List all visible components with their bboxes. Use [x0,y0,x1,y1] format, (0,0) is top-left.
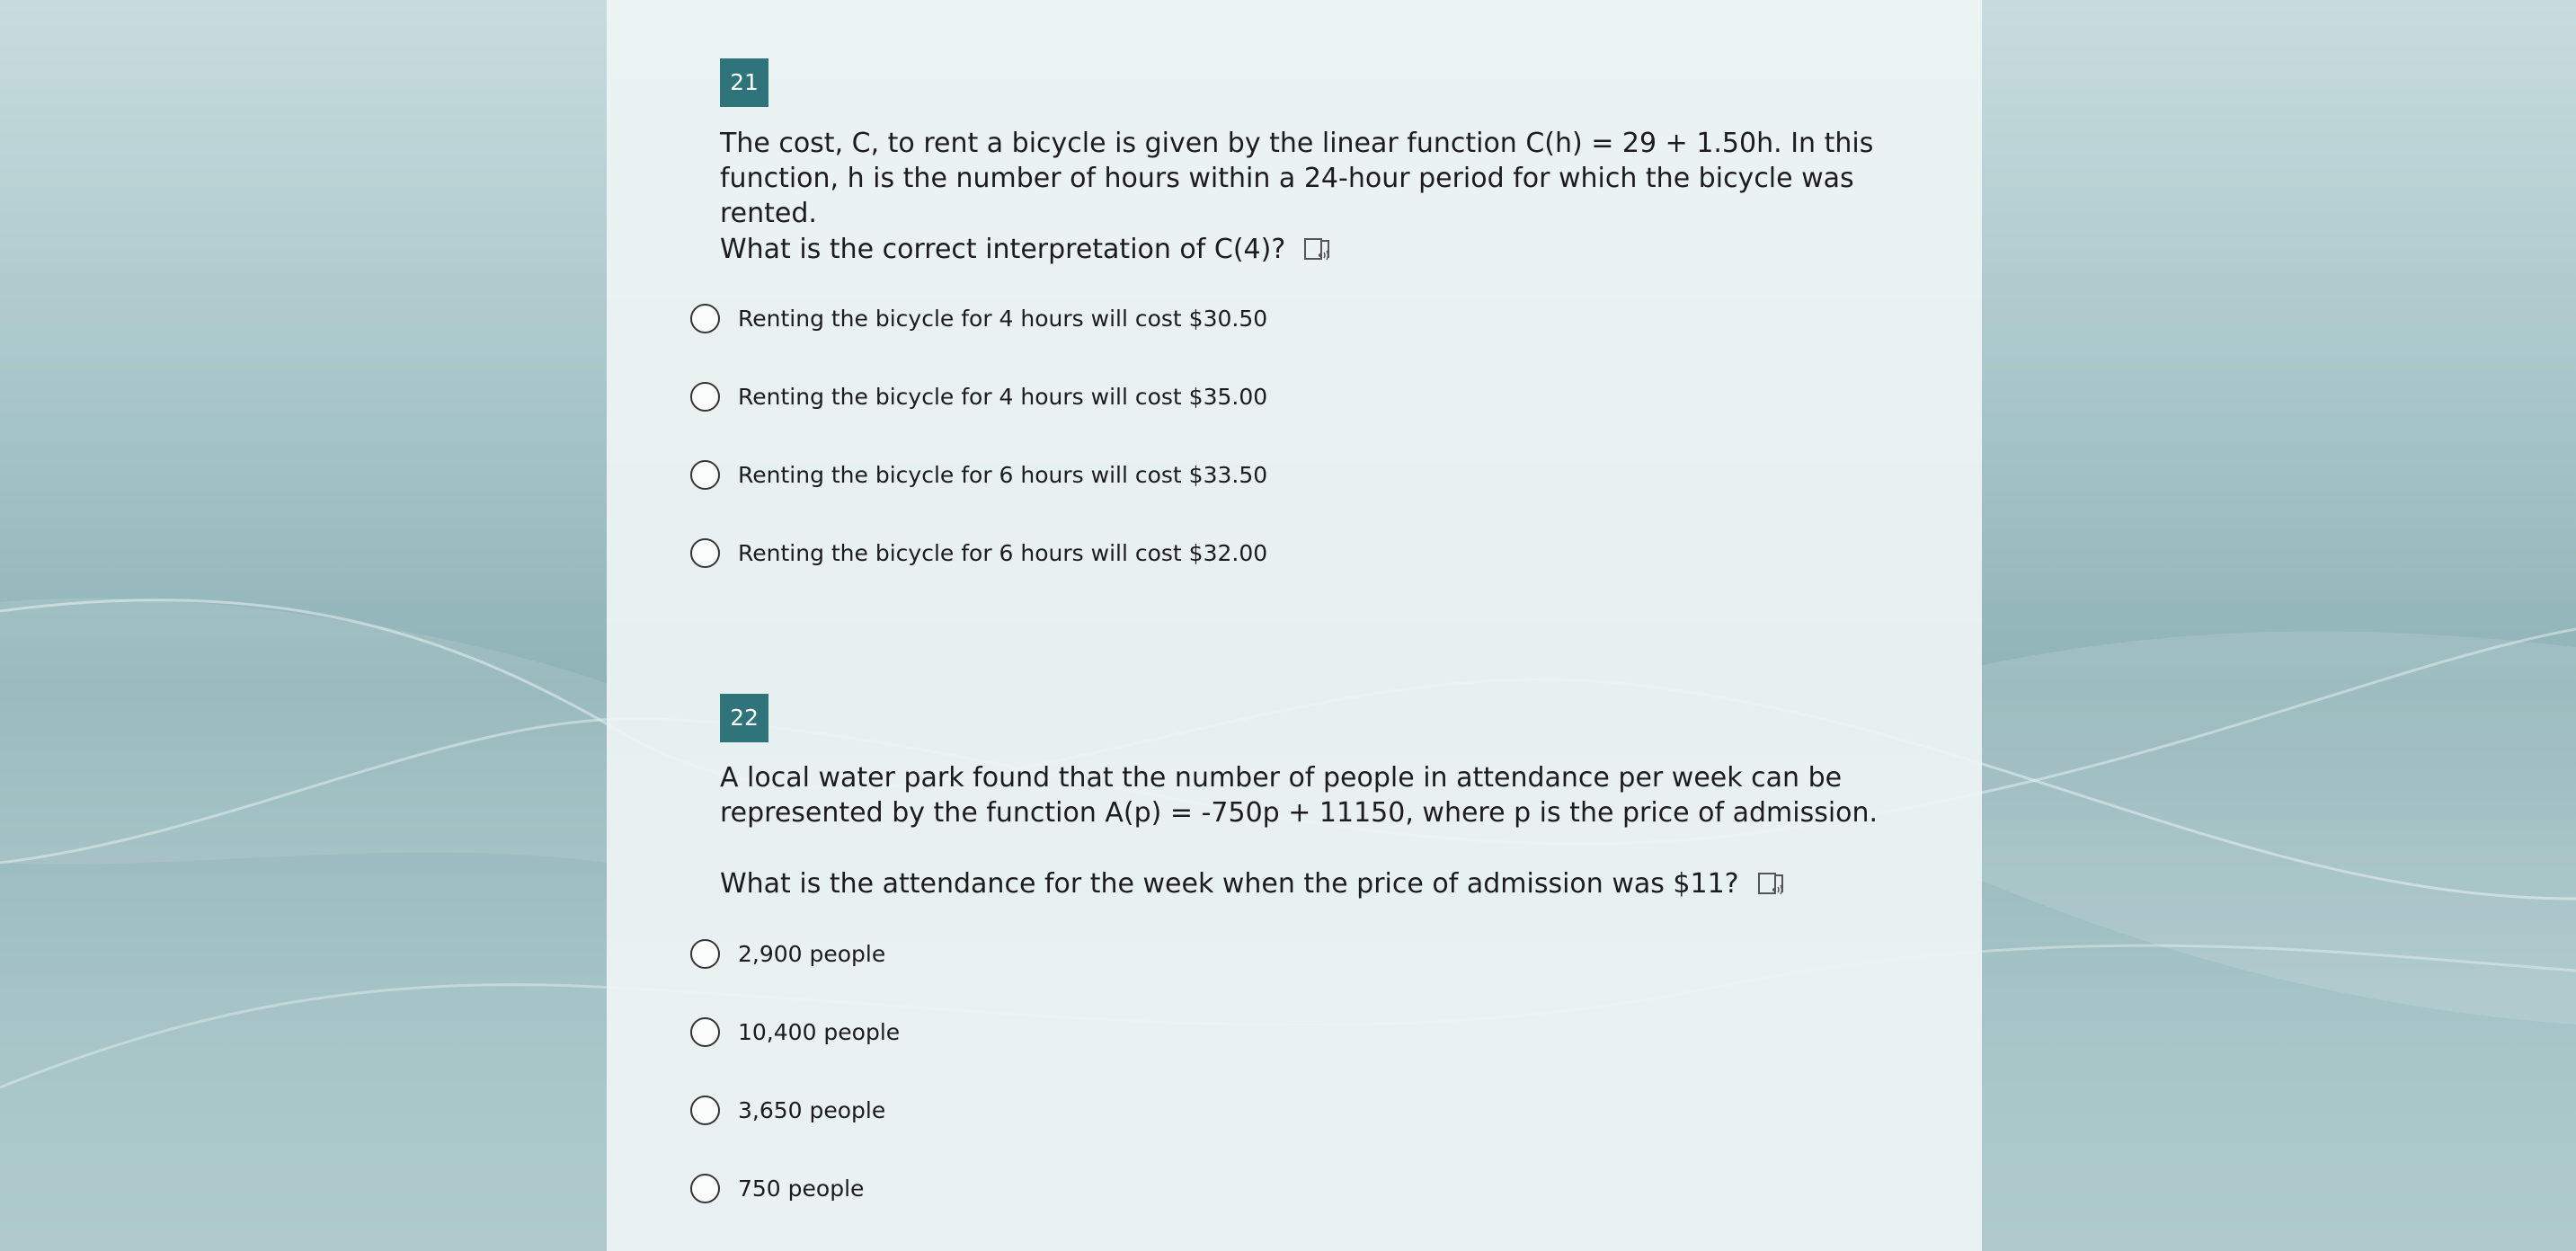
radio-button[interactable] [690,460,720,490]
radio-button[interactable] [690,382,720,412]
prompt-text: What is the attendance for the week when the price of admission was $11? [720,868,1739,900]
radio-button[interactable] [690,1096,720,1125]
answer-option[interactable] [690,1092,885,1128]
option-label: Renting the bicycle for 4 hours will cost $35.00 [738,383,1268,410]
radio-button[interactable] [690,1017,720,1047]
prompt-text: What is the correct interpretation of C(4)? [720,234,1286,265]
radio-button[interactable] [690,939,720,969]
answer-option[interactable] [690,1014,900,1050]
option-label: Renting the bicycle for 6 hours will cost $32.00 [738,539,1268,566]
stem-line: A local water park found that the number of people in attendance per week can be [720,762,1843,794]
read-aloud-icon[interactable] [1303,236,1332,263]
read-aloud-icon[interactable] [1757,871,1786,898]
stem-line: represented by the function A(p) = -750p + 11150, where p is the price of admission. [720,797,1879,829]
assessment-panel [607,0,1982,1251]
option-label: 10,400 people [738,1018,901,1045]
question-number-badge: 21 [720,58,768,107]
question-prompt [720,866,1786,901]
option-label: 750 people [738,1175,865,1202]
option-label: 2,900 people [738,940,886,967]
radio-button[interactable] [690,538,720,568]
question-number-badge: 22 [720,694,768,742]
radio-button[interactable] [690,304,720,333]
stem-line: The cost, C, to rent a bicycle is given by the linear function C(h) = 29 + 1.50h. In this [720,128,1874,159]
question-prompt [720,232,1332,267]
question-stem [720,760,1888,830]
stem-line: function, h is the number of hours within a 24-hour period for which the bicycle was rented. [720,163,1854,229]
answer-option[interactable] [690,378,1267,414]
radio-button[interactable] [690,1174,720,1203]
answer-option[interactable] [690,457,1267,492]
option-label: 3,650 people [738,1096,886,1123]
option-label: Renting the bicycle for 4 hours will cost $30.50 [738,305,1268,332]
question-stem [720,126,1888,231]
answer-option[interactable] [690,535,1267,571]
answer-option[interactable] [690,1170,864,1206]
option-label: Renting the bicycle for 6 hours will cost $33.50 [738,461,1268,488]
answer-option[interactable] [690,936,885,972]
answer-option[interactable] [690,300,1267,336]
